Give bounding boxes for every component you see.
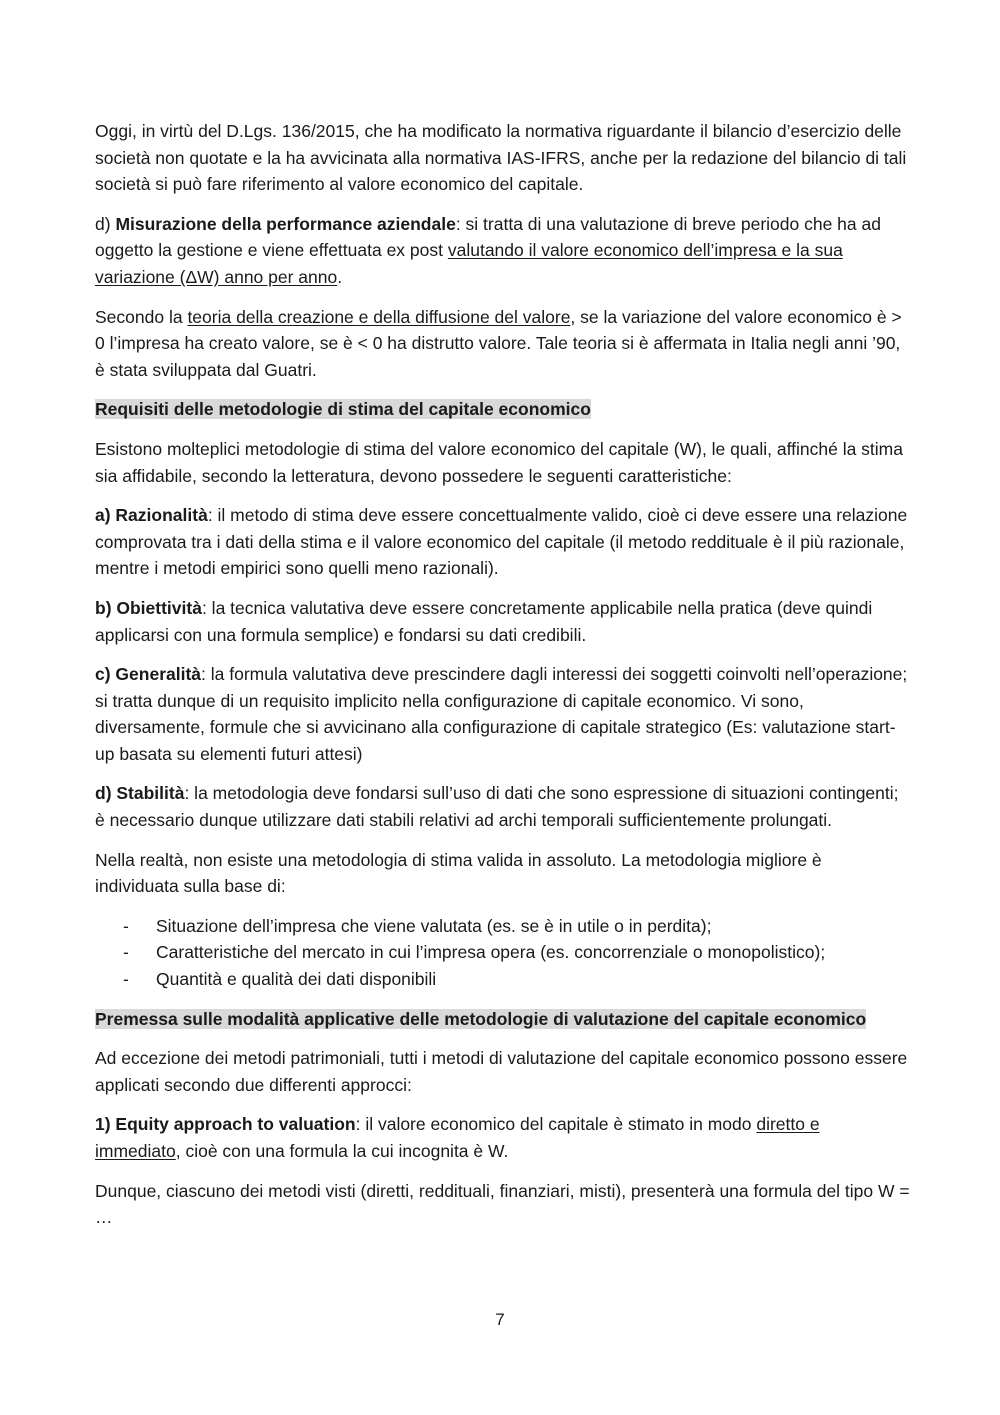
- heading-text: Premessa sulle modalità applicative delle metodologie di valutazione del capitale economico: [95, 1008, 867, 1029]
- heading-text: Requisiti delle metodologie di stima del capitale economico: [95, 399, 591, 420]
- text: , cioè con una formula la cui incognita è W.: [175, 1141, 509, 1161]
- bullet-list: [95, 913, 910, 993]
- bold-term: b) Obiettività: [95, 597, 202, 618]
- text: : la tecnica valutativa deve essere concretamente applicabile nella pratica (deve quindi applicarsi con una formula semplice) e fondarsi su dati credibili.: [95, 597, 873, 645]
- bold-term: d) Stabilità: [95, 783, 185, 804]
- requirement-razionalita: [95, 502, 910, 582]
- list-item: - Situazione dell’impresa che viene valutata (es. se è in utile o in perdita);: [95, 913, 910, 940]
- paragraph-intro-requisiti: Esistono molteplici metodologie di stima del valore economico del capitale (W), le quali, affinché la stima sia affidabile, secondo la letteratura, devono possedere le seguenti caratteristiche:: [95, 438, 903, 486]
- text: : il valore economico del capitale è stimato in modo: [355, 1114, 757, 1135]
- underlined-text: valutando il valore economico dell’impresa e la sua variazione (ΔW) anno per anno: [95, 240, 843, 287]
- text: : il metodo di stima deve essere concettualmente valido, cioè ci deve essere una relazione comprovata tra i dati della stima e il valore economico del capitale (il metodo reddituale è il più razionale, mentre i metodi empirici sono quelli meno razionali).: [95, 505, 908, 579]
- page-number: 7: [495, 1310, 505, 1329]
- bold-term: a) Razionalità: [95, 505, 208, 526]
- text: : si tratta di una valutazione di breve periodo che ha ad oggetto la gestione e viene effettuata ex post: [95, 213, 881, 261]
- requirement-stabilita: [95, 780, 910, 833]
- paragraph-realta: Nella realtà, non esiste una metodologia di stima valida in assoluto. La metodologia migliore è individuata sulla base di:: [95, 849, 822, 897]
- paragraph-dlgs: Oggi, in virtù del D.Lgs. 136/2015, che ha modificato la normativa riguardante il bilancio d’esercizio delle società non quotate e la ha avvicinata alla normativa IAS-IFRS, anche per la redazione del bilancio di tali società si può fare riferimento al valore economico del capitale.: [95, 121, 907, 195]
- section-heading-requisiti: [95, 396, 910, 423]
- text: Secondo la: [95, 306, 188, 327]
- text: , se la variazione del valore economico è > 0 l’impresa ha creato valore, se è < 0 ha distrutto valore. Tale teoria si è affermata in Italia negli anni ’90, è stata sviluppata dal Guatri.: [95, 306, 902, 380]
- section-heading-premessa: [95, 1006, 910, 1033]
- bold-term: c) Generalità: [95, 664, 202, 685]
- document-page: [95, 118, 910, 1244]
- list-item: - Quantità e qualità dei dati disponibili: [95, 966, 910, 993]
- paragraph-performance: [95, 211, 910, 291]
- bold-term: 1) Equity approach to valuation: [95, 1114, 356, 1135]
- paragraph-approcci: Ad eccezione dei metodi patrimoniali, tutti i metodi di valutazione del capitale economico possono essere applicati secondo due differenti approcci:: [95, 1048, 908, 1095]
- paragraph-formula: Dunque, ciascuno dei metodi visti (diretti, reddituali, finanziari, misti), presenterà una formula del tipo W = …: [95, 1180, 910, 1228]
- text: : la formula valutativa deve prescindere dagli interessi dei soggetti coinvolti nell’operazione; si tratta dunque di un requisito implicito nella configurazione di capitale economico. Vi sono, diversamente, formule che si avvicinano alla configurazione di capitale strategico (Es: valutazione start-up basata su elementi futuri attesi): [95, 664, 908, 764]
- paragraph-equity-approach: [95, 1111, 910, 1164]
- bold-term: Misurazione della performance aziendale: [115, 213, 456, 234]
- text: .: [337, 266, 343, 287]
- underlined-text: diretto e immediato: [95, 1114, 820, 1161]
- text: : la metodologia deve fondarsi sull’uso di dati che sono espressione di situazioni contingenti; è necessario dunque utilizzare dati stabili relativi ad archi temporali sufficientemente prolungati.: [95, 783, 899, 831]
- requirement-generalita: [95, 661, 910, 767]
- paragraph-theory: [95, 304, 910, 384]
- list-item: - Caratteristiche del mercato in cui l’impresa opera (es. concorrenziale o monopolistico);: [95, 939, 910, 966]
- underlined-text: teoria della creazione e della diffusione del valore: [187, 306, 571, 327]
- requirement-obiettivita: [95, 595, 910, 648]
- text: d): [95, 213, 116, 234]
